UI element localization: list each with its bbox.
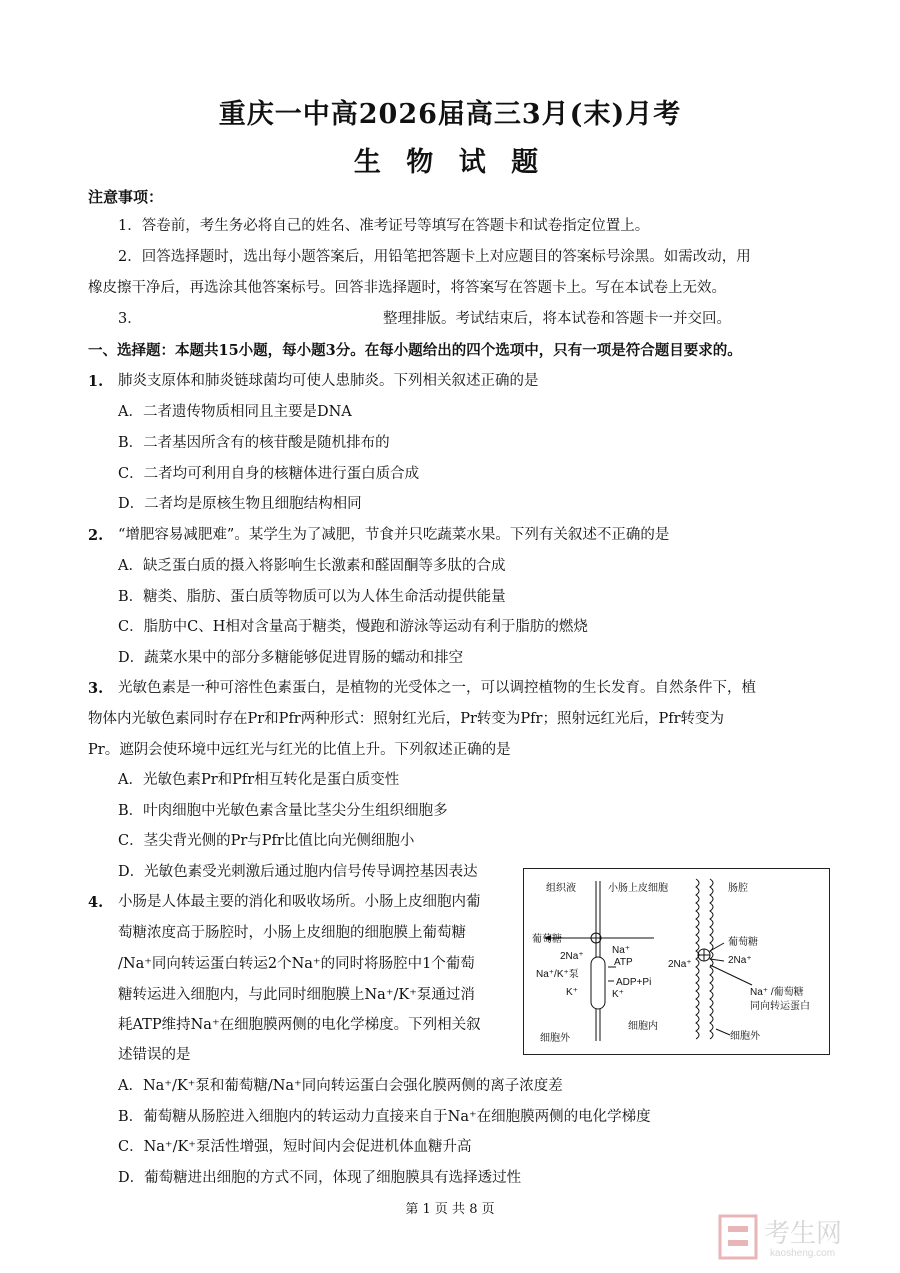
page-subtitle: 生 物 试 题 [353, 147, 547, 178]
kaosheng-watermark [718, 1212, 878, 1262]
label-2na-right: 2Na⁺ [728, 955, 752, 966]
q2-option-b: B．糖类、脂肪、蛋白质等物质可以为人体生命活动提供能量 [118, 589, 506, 605]
q3-number: 3. [88, 680, 104, 697]
q4-stem-line-1: 小肠是人体最主要的消化和吸收场所。小肠上皮细胞内葡 [118, 894, 481, 910]
note-2-line-1: 2．回答选择题时，选出每小题答案后，用铅笔把答题卡上对应题目的答案标号涂黑。如需改动，用 [118, 249, 751, 265]
q4-option-a: A．Na⁺/K⁺泵和葡萄糖/Na⁺同向转运蛋白会强化膜两侧的离子浓度差 [118, 1078, 563, 1094]
note-3-text: 整理排版。考试结束后，将本试卷和答题卡一并交回。 [383, 311, 731, 327]
label-inside: 细胞内 [628, 1021, 658, 1032]
label-na-top: Na⁺ [612, 945, 631, 956]
q2-stem: “增肥容易减肥难”。某学生为了减肥，节食并只吃蔬菜水果。下列有关叙述不正确的是 [118, 527, 670, 543]
q1-option-c: C．二者均可利用自身的核糖体进行蛋白质合成 [118, 466, 420, 482]
page-number: 第 1 页 共 8 页 [405, 1202, 495, 1217]
label-2na-left: 2Na⁺ [560, 951, 584, 962]
label-atp: ATP [614, 957, 633, 968]
label-k-right: K⁺ [612, 989, 624, 1000]
label-glucose-right: 葡萄糖 [728, 937, 758, 948]
notes-heading: 注意事项： [88, 188, 164, 206]
q3-stem-line-2: 物体内光敏色素同时存在Pr和Pfr两种形式：照射红光后，Pr转变为Pfr；照射远红光后，Pfr转变为 [88, 711, 725, 727]
q2-option-a: A．缺乏蛋白质的摄入将影响生长激素和醛固酮等多肽的合成 [118, 558, 506, 574]
q3-stem-line-3: Pr。遮阴会使环境中远红光与红光的比值上升。下列叙述正确的是 [88, 742, 511, 758]
q4-option-d: D．葡萄糖进出细胞的方式不同，体现了细胞膜具有选择透过性 [118, 1170, 522, 1186]
q4-stem-line-6: 述错误的是 [118, 1047, 191, 1063]
q3-option-a: A．光敏色素Pr和Pfr相互转化是蛋白质变性 [118, 772, 400, 788]
q4-stem-line-2: 萄糖浓度高于肠腔时，小肠上皮细胞的细胞膜上葡萄糖 [118, 925, 466, 941]
note-2-line-2: 橡皮擦干净后，再选涂其他答案标号。回答非选择题时，将答案写在答题卡上。写在本试卷上无效。 [88, 280, 726, 296]
q4-option-b: B．葡萄糖从肠腔进入细胞内的转运动力直接来自于Na⁺在细胞膜两侧的电化学梯度 [118, 1109, 651, 1125]
q3-option-c: C．茎尖背光侧的Pr与Pfr比值比向光侧细胞小 [118, 833, 415, 849]
label-cotransporter-1: Na⁺ /葡萄糖 [750, 987, 804, 998]
q1-number: 1. [88, 373, 104, 390]
label-adp: ADP+Pi [616, 977, 652, 988]
q4-stem-line-4: 糖转运进入细胞内，与此同时细胞膜上Na⁺/K⁺泵通过消 [118, 987, 475, 1003]
label-2na-mid: 2Na⁺ [668, 959, 692, 970]
note-3-number: 3． [118, 311, 142, 327]
q4-stem-line-3: /Na⁺同向转运蛋白转运2个Na⁺的同时将肠腔中1个葡萄 [118, 956, 475, 972]
brand-name: 考生网 [764, 1218, 843, 1248]
label-outside-right: 细胞外 [730, 1031, 760, 1042]
q4-stem-line-5: 耗ATP维持Na⁺在细胞膜两侧的电化学梯度。下列相关叙 [118, 1017, 481, 1033]
q2-option-d: D．蔬菜水果中的部分多糖能够促进胃肠的蠕动和排空 [118, 650, 464, 666]
q2-number: 2. [88, 527, 104, 544]
label-k-left: K⁺ [566, 987, 578, 998]
glucose-transport-diagram [523, 868, 830, 1055]
q1-option-b: B．二者基因所含有的核苷酸是随机排布的 [118, 435, 390, 451]
label-lumen: 肠腔 [728, 883, 748, 894]
page-title: 重庆一中高2026届高三3月(末)月考 [218, 99, 682, 130]
label-tissue-fluid: 组织液 [546, 883, 576, 894]
brand-url: kaosheng.com [770, 1248, 836, 1259]
label-cotransporter-2: 同向转运蛋白 [750, 1001, 810, 1012]
q4-option-c: C．Na⁺/K⁺泵活性增强，短时间内会促进机体血糖升高 [118, 1139, 472, 1155]
label-pump: Na⁺/K⁺泵 [536, 969, 579, 980]
label-outside-left: 细胞外 [540, 1033, 570, 1044]
q3-option-b: B．叶肉细胞中光敏色素含量比茎尖分生组织细胞多 [118, 803, 448, 819]
label-epithelial-cell: 小肠上皮细胞 [608, 883, 668, 894]
label-glucose-left: 葡萄糖 [532, 934, 562, 945]
note-1: 1．答卷前，考生务必将自己的姓名、准考证号等填写在答题卡和试卷指定位置上。 [118, 218, 650, 234]
q1-option-d: D．二者均是原核生物且细胞结构相同 [118, 496, 362, 512]
q1-stem: 肺炎支原体和肺炎链球菌均可使人患肺炎。下列相关叙述正确的是 [118, 373, 539, 389]
q2-option-c: C．脂肪中C、H相对含量高于糖类，慢跑和游泳等运动有利于脂肪的燃烧 [118, 619, 588, 635]
q4-number: 4. [88, 894, 104, 911]
kaosheng-logo-icon [720, 1216, 756, 1258]
q3-option-d: D．光敏色素受光刺激后通过胞内信号传导调控基因表达 [118, 864, 478, 880]
q1-option-a: A．二者遗传物质相同且主要是DNA [118, 404, 352, 420]
section-heading: 一、选择题：本题共15小题，每小题3分。在每小题给出的四个选项中，只有一项是符合题目要求的。 [88, 342, 742, 359]
q3-stem-line-1: 光敏色素是一种可溶性色素蛋白，是植物的光受体之一，可以调控植物的生长发育。自然条件下，植 [118, 680, 756, 696]
